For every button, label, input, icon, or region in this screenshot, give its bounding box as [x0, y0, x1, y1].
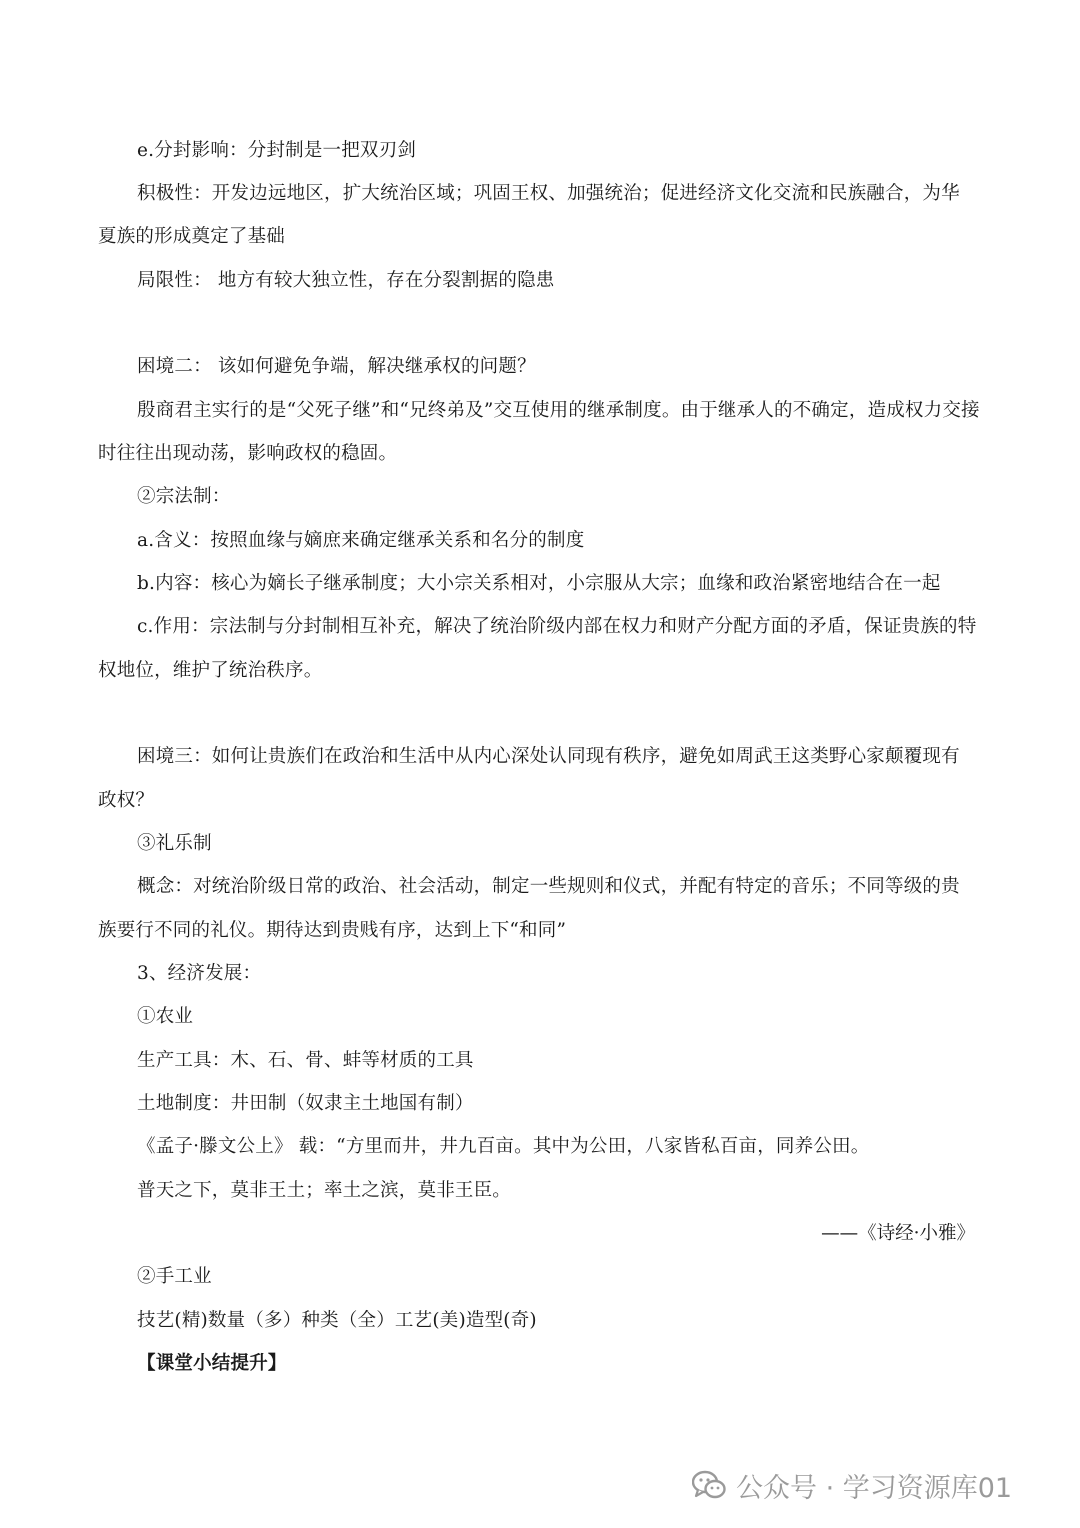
section-heading: 【课堂小结提升】	[137, 1353, 287, 1374]
wechat-icon	[692, 1470, 726, 1500]
text-line: ②宗法制：	[137, 486, 231, 507]
text-line: 族要行不同的礼仪。期待达到贵贱有序，达到上下“和同”	[98, 920, 567, 941]
text-line: 政权？	[98, 790, 155, 811]
text-line: ②手工业	[137, 1266, 212, 1287]
text-line: 《孟子·滕文公上》 载：“方里而井，井九百亩。其中为公田，八家皆私百亩，同养公田。	[137, 1136, 870, 1157]
text-line: 3、经济发展：	[137, 963, 262, 984]
text-line: e.分封影响：分封制是一把双刃剑	[137, 140, 417, 161]
text-line: 夏族的形成奠定了基础	[98, 226, 286, 247]
text-line: ①农业	[137, 1006, 194, 1027]
text-line: 困境三：如何让贵族们在政治和生活中从内心深处认同现有秩序，避免如周武王这类野心家颠覆现有	[137, 746, 960, 767]
text-line: a.含义：按照血缘与嫡庶来确定继承关系和名分的制度	[137, 530, 585, 551]
text-line: b.内容：核心为嫡长子继承制度；大小宗关系相对，小宗服从大宗；血缘和政治紧密地结合在一起	[137, 573, 941, 594]
text-line: 困境二： 该如何避免争端，解决继承权的问题？	[137, 356, 536, 377]
watermark	[692, 1462, 1012, 1508]
text-line: 积极性：开发边远地区，扩大统治区域；巩固王权、加强统治；促进经济文化交流和民族融合，为华	[137, 183, 960, 204]
text-line: 殷商君主实行的是“父死子继”和“兄终弟及”交互使用的继承制度。由于继承人的不确定，造成权力交接	[137, 400, 980, 421]
text-line: 普天之下，莫非王土；率土之滨，莫非王臣。	[137, 1180, 512, 1201]
watermark-text: 公众号 · 学习资源库01	[736, 1472, 1013, 1504]
text-line: 土地制度：井田制（奴隶主土地国有制）	[137, 1093, 474, 1114]
text-line: 时往往出现动荡，影响政权的稳固。	[98, 443, 398, 464]
text-line: 技艺(精)数量（多）种类（全）工艺(美)造型(奇)	[137, 1310, 537, 1331]
quote-attribution: ——《诗经·小雅》	[821, 1223, 975, 1244]
text-line: 生产工具：木、石、骨、蚌等材质的工具	[137, 1050, 474, 1071]
text-line: 局限性： 地方有较大独立性，存在分裂割据的隐患	[137, 270, 555, 291]
text-line: 概念：对统治阶级日常的政治、社会活动，制定一些规则和仪式，并配有特定的音乐；不同等级的贵	[137, 876, 960, 897]
text-line: ③礼乐制	[137, 833, 212, 854]
text-line: c.作用：宗法制与分封制相互补充，解决了统治阶级内部在权力和财产分配方面的矛盾，保证贵族的特	[137, 616, 977, 637]
text-line: 权地位，维护了统治秩序。	[98, 660, 323, 681]
